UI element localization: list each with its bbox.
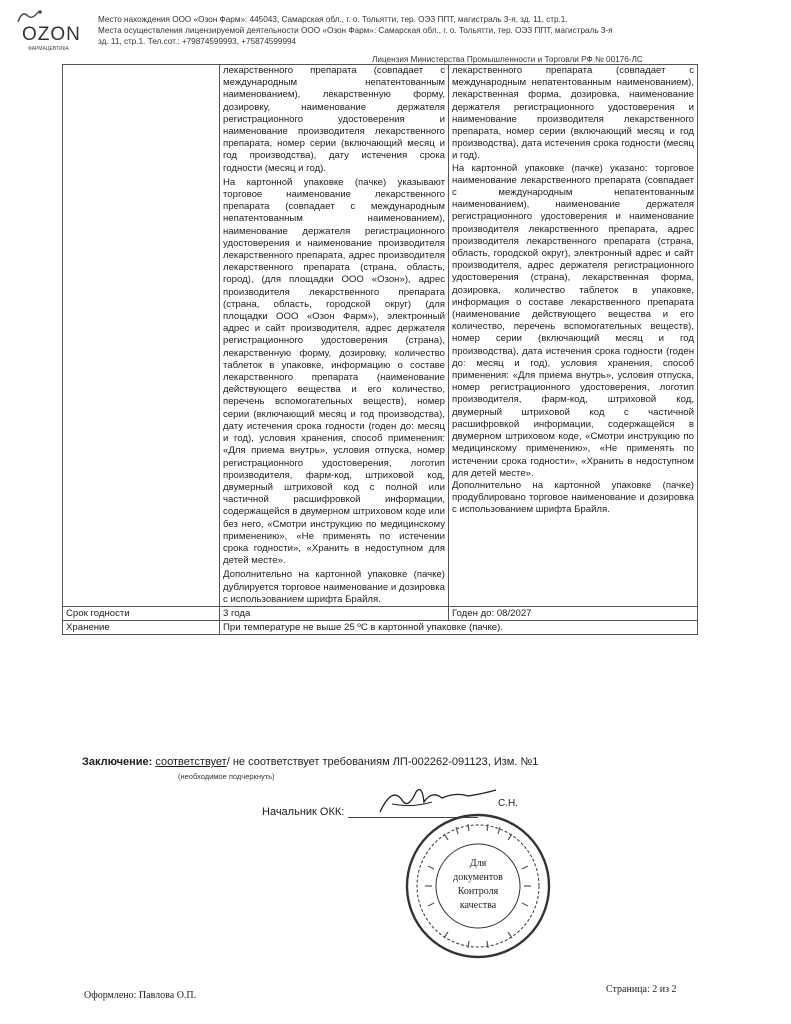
license-line: Лицензия Министерства Промышленности и Торговли РФ № 00176-ЛС <box>372 55 643 64</box>
requirements-paragraph-2: На картонной упаковке (пачке) указывают торговое наименование лекарственного препарата (совпадает с международным непатентованным наименованием), наименование держателя регистрационного удостоверения и наименование производителя лекарственного препарата, адрес производителя лекарственного препарата (страна, область, город), (для площадки ООО «Озон»), адрес производителя лекарственного препарата (страна, область, городской округ) (для площадки ООО «Озон Фарм»), электронный адрес и сайт производителя, адрес держателя регистрационного удостоверения (страна), лекарственную форму, дозировку, количество таблеток в упаковке, информацию о составе лекарственного препарата (наименование действующего вещества и его количество, перечень вспомогательных веществ), номер серии (включающий месяц и год производства), дату истечения срока годности (годен до: месяц и год), условия хранения, способ применения: «Для приема внутрь», условия отпуска, номер регистрационного удостоверения, логотип производителя, фарм-код, штриховой код, двумерный штриховой код с полной или частичной расшифровкой информации, содержащейся в двумерном штриховом коде или без него, «Смотри инструкцию по медицинскому применению», «Не применять по истечении срока годности», «Хранить в недоступном для детей месте». <box>223 176 445 567</box>
table-row-storage <box>63 620 698 634</box>
logo-subtitle: ФАРМАЦЕВТИКА <box>28 46 69 52</box>
results-paragraph-1: лекарственного препарата (совпадает с международным непатентованным наименованием), лекарственная форма, дозировка, наименование держателя регистрационного удостоверения и наименование производителя лекарственного препарата, номер серии (включающий месяц и год производства), дата истечения срока годности (месяц и год). <box>452 65 694 162</box>
conclusion <box>82 756 538 768</box>
table-row-labeling <box>63 65 698 607</box>
shelf-life-value: 3 года <box>220 606 449 620</box>
stamp-line-2: документов <box>453 872 503 883</box>
results-cell <box>449 65 698 607</box>
page-number: Страница: 2 из 2 <box>606 984 677 995</box>
row-label-cell <box>63 65 220 607</box>
shelf-life-result: Годен до: 08/2027 <box>449 606 698 620</box>
stamp-line-3: Контроля <box>457 886 499 897</box>
storage-value: При температуре не выше 25 ºС в картонной упаковке (пачке). <box>220 620 698 634</box>
logo-brand: OZON <box>22 24 81 45</box>
conclusion-note: (необходимое подчеркнуть) <box>178 772 275 781</box>
round-seal-icon <box>404 812 552 960</box>
storage-label: Хранение <box>63 620 220 634</box>
results-paragraph-3: Дополнительно на картонной упаковке (пачке) продублировано торговое наименование и дозировка с использованием шрифта Брайля. <box>452 479 694 516</box>
chief-initials: С.Н. <box>498 798 518 809</box>
header-activity-line: Места осуществления лицензируемой деятельности ООО «Озон Фарм»: Самарская обл., г. о. Тольятти, тер. ОЭЗ ППТ, магистраль 3-я <box>98 26 613 35</box>
letterhead <box>98 14 698 47</box>
stamp-line-4: качества <box>459 900 497 911</box>
spec-table <box>62 64 698 635</box>
header-contacts-line: зд. 11, стр.1. Тел.сот.: +79874599993, +75874599994 <box>98 37 297 46</box>
conclusion-selected-option: соответствует <box>155 756 227 768</box>
table-row-shelf-life <box>63 606 698 620</box>
header-address-line: Место нахождения ООО «Озон Фарм»: 445043, Самарская обл., г. о. Тольятти, тер. ОЭЗ ППТ, магистраль 3-я, зд. 11, стр.1. <box>98 15 568 24</box>
shelf-life-label: Срок годности <box>63 606 220 620</box>
requirements-paragraph-1: лекарственного препарата (совпадает с международным непатентованным наименованием), лекарственную форму, дозировку, наименование держателя регистрационного удостоверения и наименование производителя лекарственного препарата, номер серии (включающий месяц и год производства), дату истечения срока годности (месяц и год). <box>223 65 445 174</box>
stamp-line-1: Для <box>469 858 487 869</box>
requirements-cell <box>220 65 449 607</box>
chief-title: Начальник ОКК: <box>262 806 345 818</box>
quality-control-stamp <box>404 812 552 960</box>
results-paragraph-2: На картонной упаковке (пачке) указано: торговое наименование лекарственного препарата (совпадает с международным непатентованным наименованием), наименование держателя регистрационного удостоверения и наименование производителя лекарственного препарата, адрес производителя лекарственного препарата (страна, область, городской округ), электронный адрес и сайт производителя, адрес держателя регистрационного удостоверения (страна), лекарственная форма, дозировка, количество таблеток в упаковке, информация о составе лекарственного препарата (наименование действующего вещества и его количество, перечень вспомогательных веществ), номер серии (включающий месяц и год производства), дата истечения срока годности (годен до: месяц и год), условия хранения, способ применения: «Для приема внутрь», условия отпуска, номер регистрационного удостоверения, логотип производителя, фарм-код, штриховой код, двумерный штриховой код с частичной расшифровкой информации, содержащейся в двумерном штриховом коде, «Смотри инструкцию по медицинскому применению», «Не применять по истечении срока годности», «Хранить в недоступном для детей месте». <box>452 162 694 479</box>
conclusion-rest: / не соответствует требованиям ЛП-002262-091123, Изм. №1 <box>226 756 539 768</box>
requirements-paragraph-3: Дополнительно на картонной упаковке (пачке) дублируется торговое наименование и дозировка с использованием шрифта Брайля. <box>223 569 445 605</box>
company-logo <box>14 8 94 50</box>
conclusion-label: Заключение: <box>82 756 153 768</box>
prepared-by: Оформлено: Павлова О.П. <box>84 990 197 1001</box>
